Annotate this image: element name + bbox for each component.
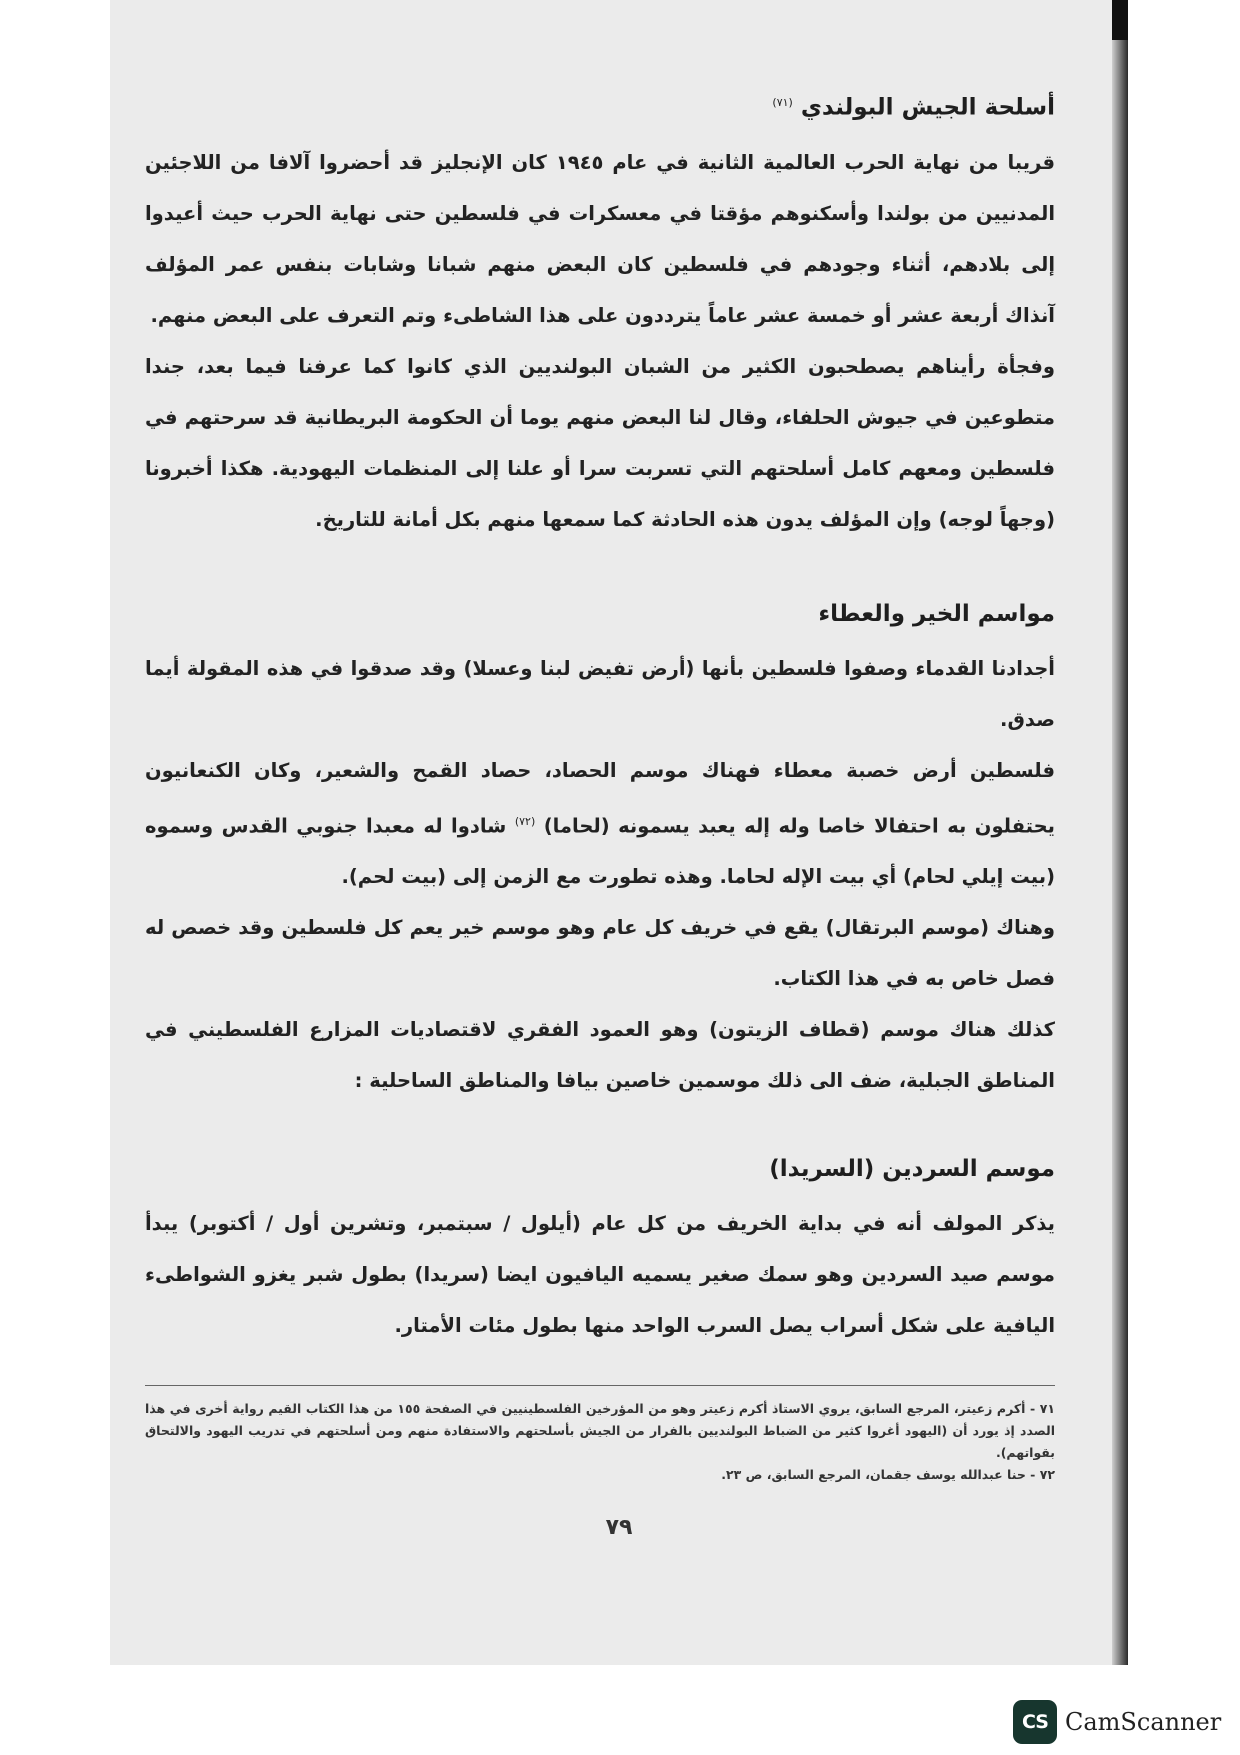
section-heading-seasons: مواسم الخير والعطاء (818, 600, 1055, 627)
page-edge-shadow (1112, 0, 1128, 1665)
footnote-72: ٧٢ - حنا عبدالله يوسف جقمان، المرجع السابق، ص ٢٣. (721, 1467, 1055, 1482)
footnote-ref-71: (٧١) (772, 96, 793, 109)
paragraph: كذلك هناك موسم (قطاف الزيتون) وهو العمود الفقري لاقتصاديات المزارع الفلسطيني في المناطق الجبلية، ضف الى ذلك موسمين خاصين بيافا والمناطق الساحلية : (145, 1018, 1055, 1093)
footnote-71: ٧١ - أكرم زعيتر، المرجع السابق، يروي الاستاذ أكرم زعيتر وهو من المؤرخين الفلسطينيين في الصفحة ١٥٥ من هذا الكتاب القيم رواية أخرى في هذا الصدد إذ يورد أن (اليهود أغروا كثير من الضباط البولنديين بالفرار من الجيش بأسلحتهم والاستفادة منهم ومن أسلحتهم في تدريب اليهود والالتحاق بقواتهم). (145, 1401, 1056, 1460)
paragraph: وهناك (موسم البرتقال) يقع في خريف كل عام وهو موسم خير يعم كل فلسطين وقد خصص له فصل خاص به في هذا الكتاب. (145, 916, 1055, 991)
camscanner-brand-text: CamScanner (1065, 1708, 1222, 1736)
paragraph: يذكر المولف أنه في بداية الخريف من كل عام (أيلول / سبتمبر، وتشرين أول / أكتوبر) يبدأ موسم صيد السردين وهو سمك صغير يسميه اليافيون ايضا (سريدا) بطول شبر يغزو الشواطىء اليافية على شكل أسراب يصل السرب الواحد منها بطول مئات الأمتار. (145, 1212, 1055, 1338)
paragraph: أجدادنا القدماء وصفوا فلسطين بأنها (أرض تفيض لبنا وعسلا) وقد صدقوا في هذه المقولة أيما صدق. (145, 656, 1055, 731)
page-edge-dark-corner (1112, 0, 1128, 40)
camscanner-watermark (1013, 1700, 1221, 1744)
paragraph-part: فلسطين أرض خصبة معطاء فهناك موسم الحصاد، حصاد القمح والشعير، وكان الكنعانيون يحتفلون به احتفالا خاصا وله إله يعبد يسمونه (لحاما) (145, 758, 1055, 838)
scanned-page (110, 0, 1128, 1665)
paragraph (145, 745, 1055, 903)
heading-text: أسلحة الجيش البولندي (800, 94, 1055, 121)
section-heading-sardine: موسم السردين (السريدا) (769, 1156, 1055, 1183)
camscanner-logo-icon: CS (1013, 1700, 1057, 1744)
paragraph: وفجأة رأيناهم يصطحبون الكثير من الشبان البولنديين الذي كانوا كما عرفنا فيما بعد، جندا متطوعين في جيوش الحلفاء، وقال لنا البعض منهم يوما أن الحكومة البريطانية قد سرحتهم في فلسطين ومعهم كامل أسلحتهم التي تسربت سرا أو علنا إلى المنظمات اليهودية. هكذا أخبرونا (وجهاً لوجه) وإن المؤلف يدون هذه الحادثة كما سمعها منهم بكل أمانة للتاريخ. (145, 354, 1055, 531)
page-body (145, 80, 1055, 1351)
section-heading-polish-army (145, 80, 1055, 131)
footnotes (145, 1385, 1055, 1486)
page-number: ٧٩ (605, 1515, 633, 1540)
footnote-ref-72: (٧٢) (514, 814, 536, 828)
paragraph-part: شادوا له معبدا جنوبي القدس وسموه (بيت إيلي لحام) أي بيت الإله لحاما. وهذه تطورت مع الزمن إلى (بيت لحم). (145, 814, 1055, 889)
footnote-rule (145, 1385, 1055, 1386)
paragraph: قريبا من نهاية الحرب العالمية الثانية في عام ١٩٤٥ كان الإنجليز قد أحضروا آلافا من اللاجئين المدنيين من بولندا وأسكنوهم مؤقتا في معسكرات في فلسطين حتى نهاية الحرب حيث أعيدوا إلى بلادهم، أثناء وجودهم في فلسطين كان البعض منهم شبانا وشابات بنفس عمر المؤلف آنذاك أربعة عشر أو خمسة عشر عاماً يترددون على هذا الشاطىء وتم التعرف على البعض منهم. (145, 150, 1055, 327)
